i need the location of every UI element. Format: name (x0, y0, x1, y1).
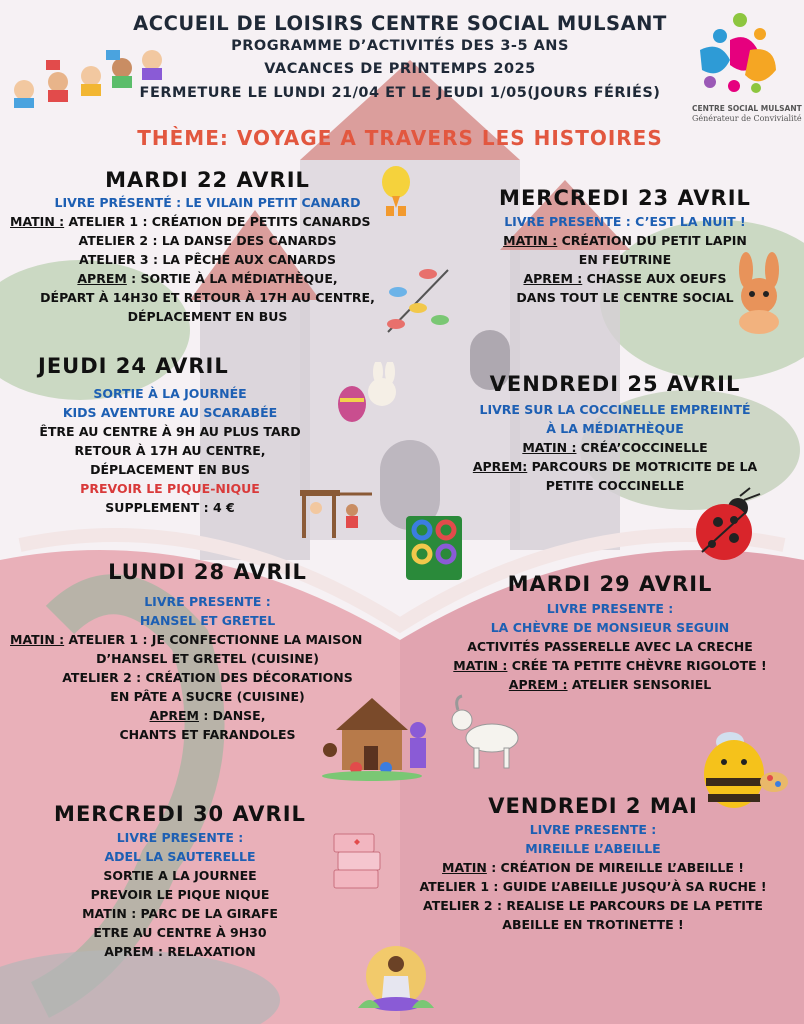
book-label: À LA MÉDIATHÈQUE (546, 421, 684, 436)
day-title: VENDREDI 25 AVRIL (489, 372, 741, 396)
afternoon-label: APREM : (523, 271, 583, 286)
book-title: HANSEL ET GRETEL (139, 613, 276, 628)
day-title: MARDI 29 AVRIL (507, 572, 713, 596)
morning-label: MATIN : (522, 440, 577, 455)
book-label: LIVRE PRESENTE : C’EST LA NUIT ! (504, 214, 746, 229)
supplement-line: SUPPLEMENT : 4 € (105, 500, 235, 515)
playground-icon (296, 474, 376, 540)
book-title: MIREILLE L’ABEILLE (525, 841, 661, 856)
book-label: LIVRE SUR LA COCCINELLE EMPREINTÉ (479, 402, 751, 417)
info-line: SORTIE A LA JOURNEE (103, 868, 257, 883)
day-title: LUNDI 28 AVRIL (108, 560, 307, 584)
picnic-note: PREVOIR LE PIQUE-NIQUE (80, 481, 260, 496)
morning-text: : CRÉATION DE MIREILLE L’ABEILLE ! (486, 860, 744, 875)
book-title: ADEL LA SAUTERELLE (104, 849, 256, 864)
day-title: VENDREDI 2 MAI (488, 794, 698, 818)
morning-text: CRÉATION DU PETIT LAPIN (557, 233, 747, 248)
day-block-vendredi-25 (440, 372, 790, 495)
day-title: MERCREDI 30 AVRIL (54, 802, 306, 826)
morning-line: MATIN : PARC DE LA GIRAFE (82, 906, 278, 921)
afternoon-text: CHASSE AUX OEUFS (582, 271, 727, 286)
info-line: PREVOIR LE PIQUE NIQUE (90, 887, 270, 902)
book-label: LIVRE PRESENTE : (116, 830, 244, 845)
activity-line: ATELIER 1 : GUIDE L’ABEILLE JUSQU’À SA RUCHE ! (419, 879, 767, 894)
info-line: D’HANSEL ET GRETEL (CUISINE) (96, 651, 319, 666)
morning-label: MATIN : (10, 214, 65, 229)
book-label: LIVRE PRÉSENTÉ : LE VILAIN PETIT CANARD (54, 195, 361, 210)
day-block-mercredi-30 (30, 802, 330, 961)
easter-bunny-icon (332, 362, 406, 432)
afternoon-line (440, 457, 790, 476)
afternoon-label: APREM: (472, 459, 528, 474)
header-line-2: VACANCES DE PRINTEMPS 2025 (264, 61, 536, 77)
duck-icon (372, 160, 420, 220)
activity-line: ATELIER 2 : LA DANSE DES CANARDS (78, 233, 337, 248)
info-line: EN PÂTE A SUCRE (CUISINE) (110, 689, 305, 704)
morning-line (440, 438, 790, 457)
morning-label: MATIN : (10, 632, 65, 647)
morning-line (396, 858, 790, 877)
day-title: MERCREDI 23 AVRIL (499, 186, 751, 210)
day-title: MARDI 22 AVRIL (105, 168, 310, 192)
morning-line (460, 231, 790, 250)
meditation-icon (350, 942, 442, 1022)
info-line: DÉPLACEMENT EN BUS (127, 309, 288, 324)
afternoon-text: : DANSE, (198, 708, 266, 723)
theme-title: THÈME: VOYAGE A TRAVERS LES HISTOIRES (137, 126, 663, 150)
info-line: ACTIVITÉS PASSERELLE AVEC LA CRECHE (467, 639, 753, 654)
afternoon-text: ATELIER SENSORIEL (567, 677, 712, 692)
goat-icon (448, 694, 530, 774)
morning-line (10, 630, 405, 649)
morning-text: ATELIER 1 : CRÉATION DE PETITS CANARDS (64, 214, 371, 229)
info-line: DANS TOUT LE CENTRE SOCIAL (516, 290, 734, 305)
day-block-mardi-29 (430, 572, 790, 694)
afternoon-line (430, 675, 790, 694)
afternoon-label: APREM (77, 271, 127, 286)
ladybug-icon (688, 486, 770, 568)
info-line: DÉPLACEMENT EN BUS (90, 462, 250, 477)
header-line-3: FERMETURE LE LUNDI 21/04 ET LE JEUDI 1/05(JOURS FÉRIÉS) (139, 85, 661, 101)
day-block-vendredi-2 (396, 794, 790, 934)
morning-text: CRÉE TA PETITE CHÈVRE RIGOLOTE ! (507, 658, 767, 673)
header-line-1: PROGRAMME D’ACTIVITÉS DES 3-5 ANS (231, 38, 569, 54)
books-icon (330, 828, 388, 894)
logo-tagline: Générateur de Convivialité (692, 114, 802, 123)
book-label: LIVRE PRESENTE : (546, 601, 674, 616)
morning-label: MATIN : (453, 658, 508, 673)
logo-name: CENTRE SOCIAL MULSANT (692, 104, 802, 113)
book-label: LIVRE PRESENTE : (529, 822, 657, 837)
info-line: DÉPART À 14H30 ET RETOUR À 17H AU CENTRE, (40, 290, 375, 305)
afternoon-text: : SORTIE À LA MÉDIATHÈQUE, (126, 271, 338, 286)
activity-line: ATELIER 3 : LA PÊCHE AUX CANARDS (79, 252, 336, 267)
afternoon-label: APREM : (508, 677, 568, 692)
gingerbread-house-icon (316, 690, 434, 782)
info-line: RETOUR À 17H AU CENTRE, (74, 443, 266, 458)
afternoon-text: PARCOURS DE MOTRICITE DE LA (527, 459, 758, 474)
day-block-jeudi-24 (20, 354, 320, 517)
activity-line: ATELIER 2 : CRÉATION DES DÉCORATIONS (62, 670, 353, 685)
info-line: ÊTRE AU CENTRE À 9H AU PLUS TARD (39, 424, 301, 439)
morning-label: MATIN (442, 860, 487, 875)
book-label: LIVRE PRESENTE : (144, 594, 271, 609)
morning-text: ATELIER 1 : JE CONFECTIONNE LA MAISON (64, 632, 363, 647)
outing-line: SORTIE À LA JOURNÉE (93, 386, 247, 401)
morning-line (430, 656, 790, 675)
fishing-game-icon (378, 262, 460, 340)
morning-line (10, 212, 405, 231)
book-title: LA CHÈVRE DE MONSIEUR SEGUIN (490, 620, 730, 635)
rabbit-icon (726, 252, 792, 334)
day-block-mardi-22 (10, 168, 405, 326)
info-line: PETITE COCCINELLE (545, 478, 685, 493)
activity-line: ATELIER 2 : REALISE LE PARCOURS DE LA PETITE (423, 898, 763, 913)
morning-label: MATIN : (503, 233, 558, 248)
morning-text: CRÉA’COCCINELLE (576, 440, 708, 455)
afternoon-line (10, 269, 405, 288)
afternoon-label: APREM (149, 708, 199, 723)
info-line: ETRE AU CENTRE À 9H30 (93, 925, 267, 940)
afternoon-line: APREM : RELAXATION (104, 944, 256, 959)
info-line: CHANTS ET FARANDOLES (119, 727, 296, 742)
info-line: EN FEUTRINE (578, 252, 672, 267)
info-line: ABEILLE EN TROTINETTE ! (502, 917, 684, 932)
outing-place: KIDS AVENTURE AU SCARABÉE (62, 405, 278, 420)
page-title: ACCUEIL DE LOISIRS CENTRE SOCIAL MULSANT (133, 12, 667, 35)
day-title: JEUDI 24 AVRIL (38, 354, 229, 378)
